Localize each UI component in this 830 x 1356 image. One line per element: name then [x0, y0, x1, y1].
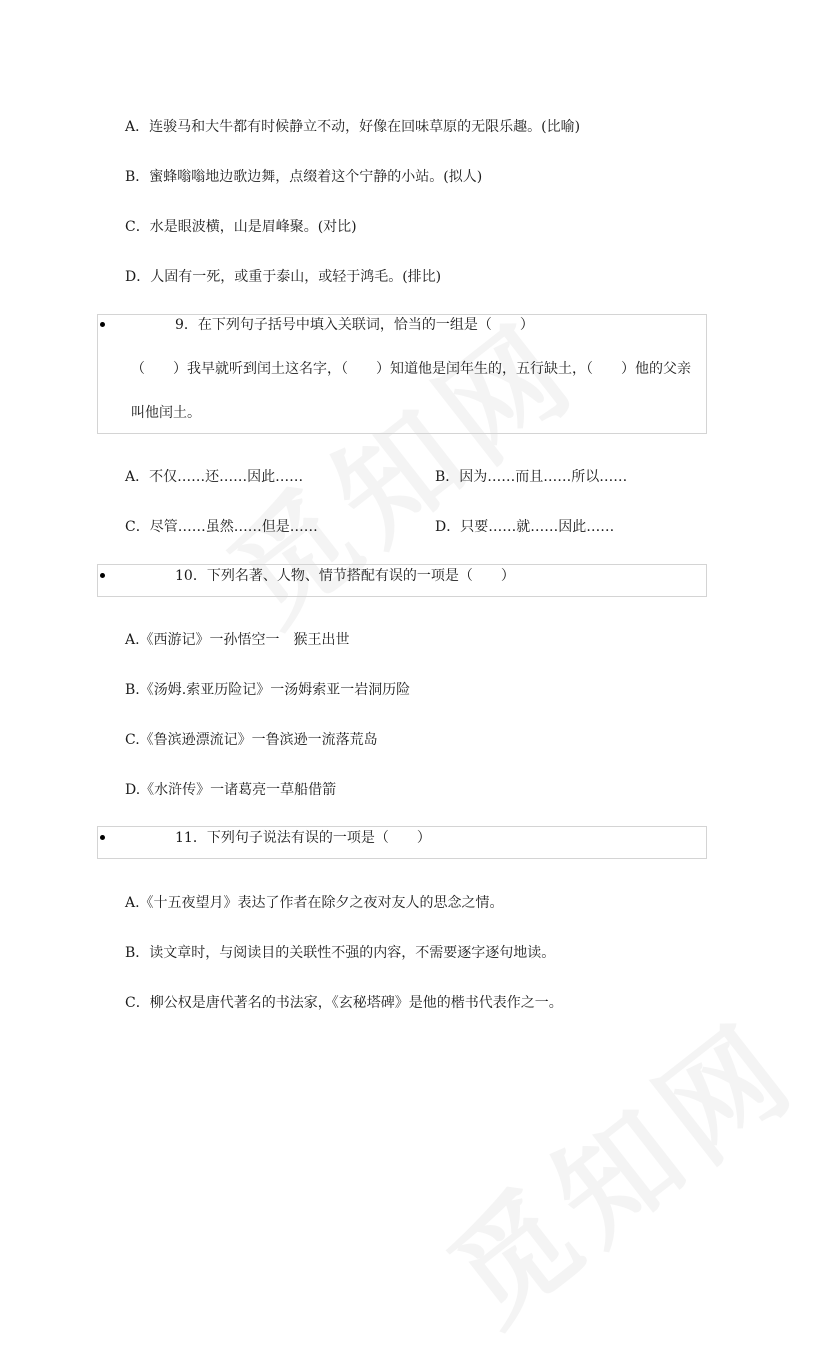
q9-option-a: A．不仅……还……因此……	[125, 469, 304, 485]
q8-option-b: B．蜜蜂嗡嗡地边歌边舞，点缀着这个宁静的小站。(拟人)	[125, 169, 483, 185]
q10-option-d: D.《水浒传》一诸葛亮一草船借箭	[125, 782, 337, 798]
q9-option-d: D．只要……就……因此……	[435, 519, 615, 535]
q9-stem: 9．在下列句子括号中填入关联词，恰当的一组是（ ）	[175, 317, 534, 333]
q11-bullet	[100, 835, 105, 840]
q9-option-b: B．因为……而且……所以……	[435, 469, 628, 485]
q10-option-a: A.《西游记》一孙悟空一 猴王出世	[125, 632, 350, 648]
q10-option-c: C.《鲁滨逊漂流记》一鲁滨逊一流落荒岛	[125, 732, 378, 748]
q9-sentence-line2: 叫他闰土。	[131, 405, 201, 421]
q8-option-d: D．人固有一死，或重于泰山，或轻于鸿毛。(排比)	[125, 269, 442, 285]
q11-option-a: A.《十五夜望月》表达了作者在除夕之夜对友人的思念之情。	[125, 895, 504, 911]
q9-bullet	[100, 322, 105, 327]
q11-option-b: B．读文章时，与阅读目的关联性不强的内容，不需要逐字逐句地读。	[125, 945, 556, 961]
q9-sentence-line1: （ ）我早就听到闰土这名字，（ ）知道他是闰年生的，五行缺土，（ ）他的父亲	[131, 361, 691, 377]
q11-option-c: C．柳公权是唐代著名的书法家，《玄秘塔碑》是他的楷书代表作之一。	[125, 995, 563, 1011]
q8-option-a: A．连骏马和大牛都有时候静立不动，好像在回味草原的无限乐趣。(比喻)	[125, 119, 581, 135]
q11-stem: 11．下列句子说法有误的一项是（ ）	[175, 830, 431, 846]
q10-option-b: B.《汤姆.索亚历险记》一汤姆索亚一岩洞历险	[125, 682, 411, 698]
q10-stem: 10．下列名著、人物、情节搭配有误的一项是（ ）	[175, 568, 515, 584]
q10-bullet	[100, 573, 105, 578]
watermark-bottom	[409, 976, 827, 1355]
q8-option-c: C．水是眼波横，山是眉峰聚。(对比)	[125, 219, 357, 235]
q9-option-c: C．尽管……虽然……但是……	[125, 519, 318, 535]
